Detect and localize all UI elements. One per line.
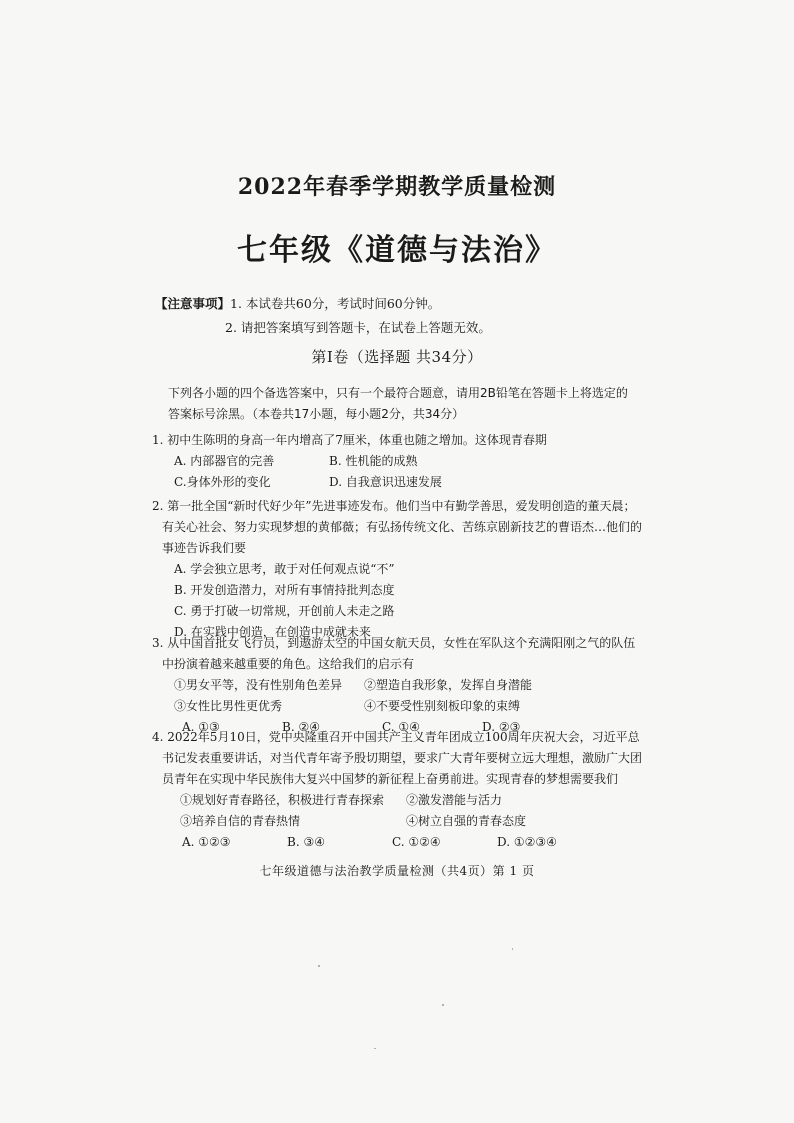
statement-row xyxy=(152,675,642,696)
notice-line-1: 1. 本试卷共60分，考试时间60分钟。 xyxy=(230,296,441,311)
statement-1: ①规划好青春路径，积极进行青春探索 xyxy=(180,793,385,807)
scan-speck xyxy=(512,948,513,950)
statement-row xyxy=(152,811,642,832)
option-row xyxy=(152,472,642,493)
statement-4: ④不要受性别刻板印象的束缚 xyxy=(364,699,521,713)
option-b: B. ③④ xyxy=(287,835,325,849)
question-stem: 1. 初中生陈明的身高一年内增高了7厘米，体重也随之增加。这体现青春期 xyxy=(152,433,547,447)
option-a: A. ①③ xyxy=(182,720,220,734)
option-row xyxy=(152,832,642,853)
section-title: 第Ⅰ卷（选择题 共34分） xyxy=(311,348,483,366)
statement-3: ③培养自信的青春热情 xyxy=(180,814,301,828)
option-d: D. 自我意识迅速发展 xyxy=(329,475,442,489)
question-4 xyxy=(152,727,642,853)
option-b: B. 性机能的成熟 xyxy=(329,454,418,468)
page-footer: 七年级道德与法治教学质量检测（共4页）第 1 页 xyxy=(259,864,535,878)
option-d: D. ②③ xyxy=(482,720,521,734)
statement-row xyxy=(152,696,642,717)
section-instructions: 下列各小题的四个备选答案中，只有一个最符合题意，请用2B铅笔在答题卡上将选定的答案标号涂黑。（本卷共17小题，每小题2分，共34分） xyxy=(168,386,628,421)
question-stem: 4. 2022年5月10日，党中央隆重召开中国共产主义青年团成立100周年庆祝大会，习近平总书记发表重要讲话，对当代青年寄予殷切期望，要求广大青年要树立远大理想，激励广大团员青年在实现中华民族伟大复兴中国梦的新征程上奋勇前进。实现青春的梦想需要我们 xyxy=(152,730,643,786)
question-stem: 3. 从中国首批女飞行员，到遨游太空的中国女航天员，女性在军队这个充满阳刚之气的队伍中扮演着越来越重要的角色。这给我们的启示有 xyxy=(152,636,636,671)
notice-label: 【注意事项】 xyxy=(155,296,231,311)
statement-4: ④树立自强的青春态度 xyxy=(406,814,527,828)
option-a: A. ①②③ xyxy=(182,835,231,849)
statement-2: ②激发潜能与活力 xyxy=(406,793,503,807)
option-c: C. ①②④ xyxy=(392,835,441,849)
option-c: C.身体外形的变化 xyxy=(174,475,271,489)
option-d: D. 在实践中创造，在创造中成就未来 xyxy=(174,625,371,639)
notice-line-2: 2. 请把答案填写到答题卡，在试卷上答题无效。 xyxy=(225,320,491,335)
notice-block xyxy=(155,292,491,340)
scan-speck xyxy=(442,1004,444,1006)
statement-1: ①男女平等，没有性别角色差异 xyxy=(174,678,343,692)
exam-subject-title: 七年级《道德与法治》 xyxy=(237,233,557,268)
option-a: A. 学会独立思考，敢于对任何观点说“不” xyxy=(174,562,395,576)
question-2 xyxy=(152,496,642,643)
option-d: D. ①②③④ xyxy=(497,835,557,849)
statement-row xyxy=(152,790,642,811)
scan-speck xyxy=(374,1048,376,1049)
question-3 xyxy=(152,633,642,738)
question-1 xyxy=(152,430,642,493)
option-c: C. ①④ xyxy=(382,720,420,734)
option-b: B. ②④ xyxy=(282,720,320,734)
option-a: A. 内部器官的完善 xyxy=(174,454,275,468)
exam-title: 2022年春季学期教学质量检测 xyxy=(237,174,557,200)
option-row xyxy=(152,451,642,472)
question-stem: 2. 第一批全国“新时代好少年”先进事迹发布。他们当中有勤学善思，爱发明创造的董天晨；有关心社会、努力实现梦想的黄郁薇；有弘扬传统文化、苦练京剧新技艺的曹语杰…他们的事迹告诉我们要 xyxy=(152,499,643,555)
option-b: B. 开发创造潜力，对所有事情持批判态度 xyxy=(174,583,395,597)
statement-3: ③女性比男性更优秀 xyxy=(174,699,283,713)
scan-speck xyxy=(318,965,320,967)
statement-2: ②塑造自我形象，发挥自身潜能 xyxy=(364,678,533,692)
option-c: C. 勇于打破一切常规，开创前人未走之路 xyxy=(174,604,395,618)
